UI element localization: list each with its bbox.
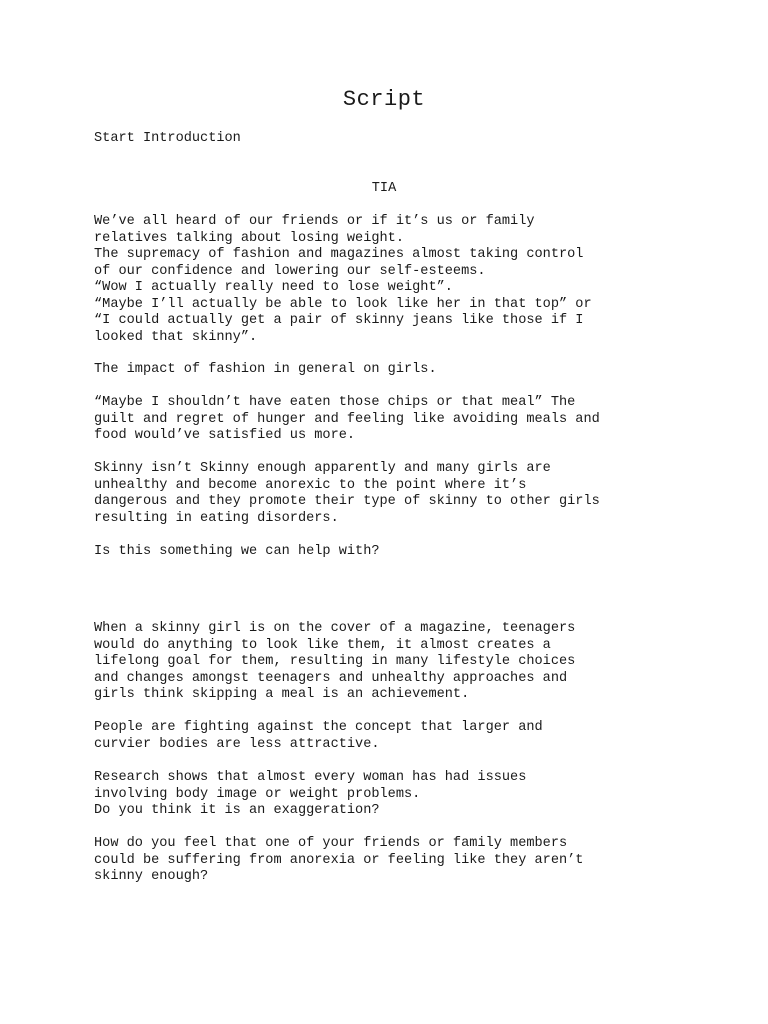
paragraph: When a skinny girl is on the cover of a magazine, teenagers would do anything to look like them, it almost creates a lifelong goal for them, resulting in many lifestyle choices and changes amongst teenagers and unhealthy approaches and girls think skipping a meal is an achievement. <box>94 621 576 702</box>
paragraph: How do you feel that one of your friends or family members could be suffering from anorexia or feeling like they aren’t skinny enough? <box>94 836 584 884</box>
paragraph: People are fighting against the concept that larger and curvier bodies are less attractive. <box>94 720 543 752</box>
paragraph: We’ve all heard of our friends or if it’s us or family relatives talking about losing weight. The supremacy of fashion and magazines almost taking control of our confidence and lowering our self-esteems. “Wow I actually really need to lose weight”. “Maybe I’ll actually be able to look like her in that top” or “I could actually get a pair of skinny jeans like those if I looked that skinny”. <box>94 214 592 345</box>
paragraph: Is this something we can help with? <box>94 544 380 559</box>
speaker-name: TIA <box>371 181 397 196</box>
paragraph: Research shows that almost every woman has had issues involving body image or weight problems. Do you think it is an exaggeration? <box>94 770 527 818</box>
paragraph: “Maybe I shouldn’t have eaten those chips or that meal” The guilt and regret of hunger and feeling like avoiding meals and food would’ve satisfied us more. <box>94 395 600 443</box>
paragraph: Skinny isn’t Skinny enough apparently and many girls are unhealthy and become anorexic to the point where it’s dangerous and they promote their type of skinny to other girls resulting in eating disorders. <box>94 461 600 526</box>
section-label: Start Introduction <box>94 131 241 146</box>
paragraph: The impact of fashion in general on girls. <box>94 362 437 377</box>
page-title: Script <box>342 87 426 112</box>
